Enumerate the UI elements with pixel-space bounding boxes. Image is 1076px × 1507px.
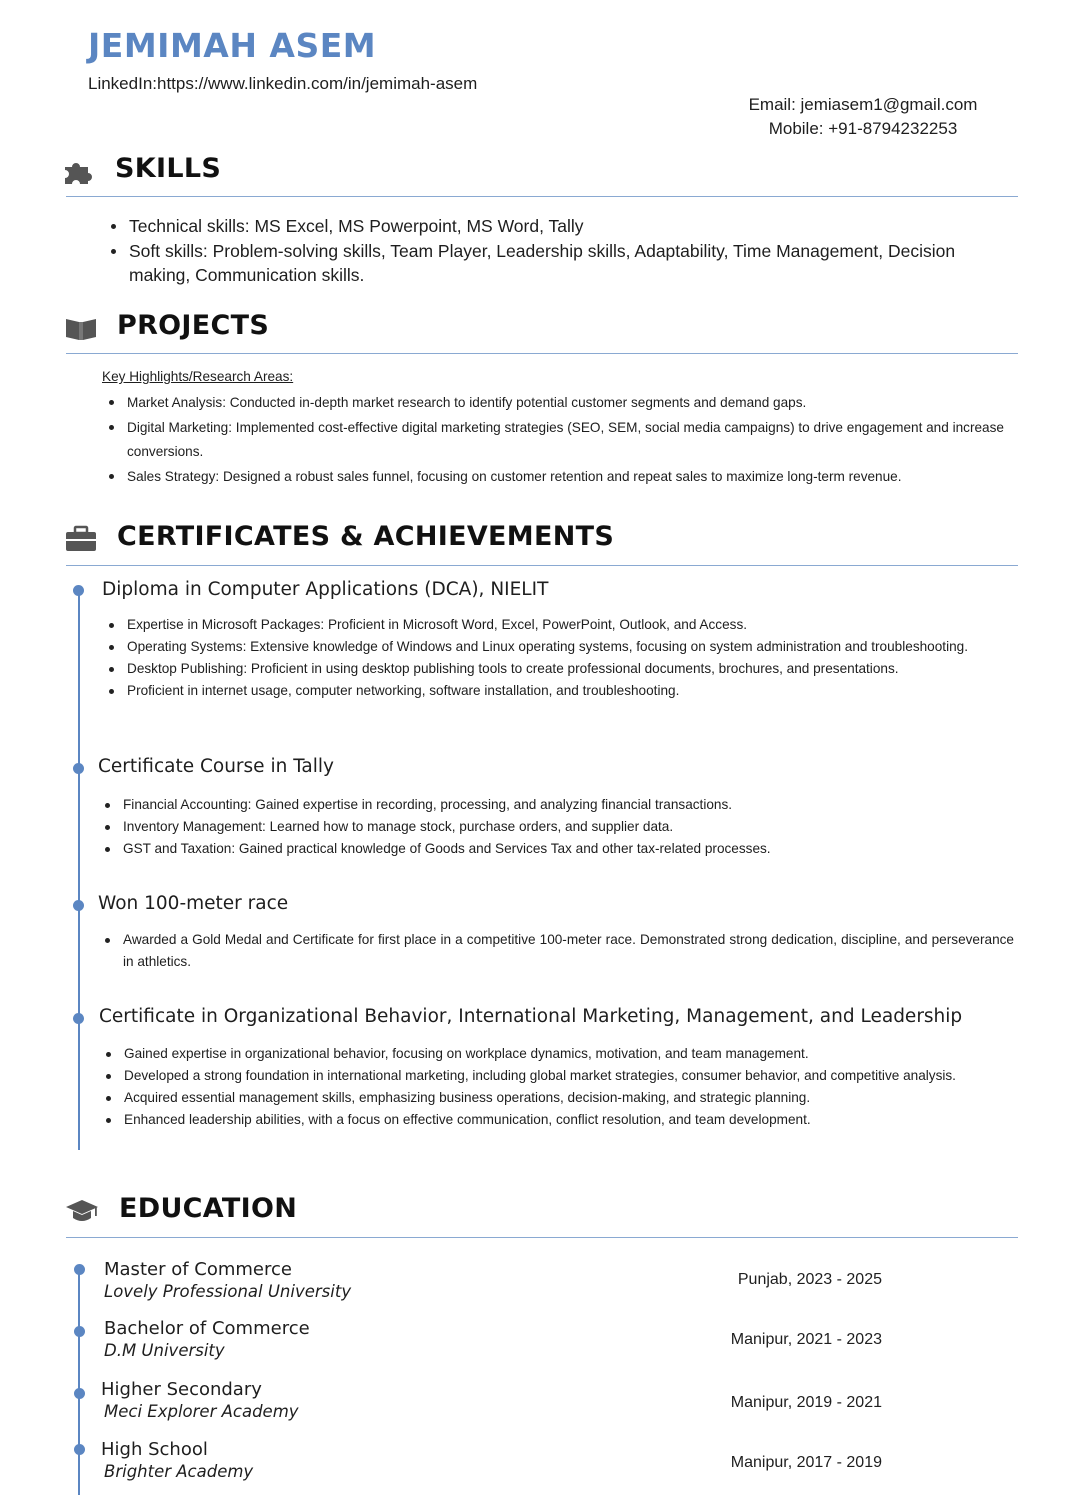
list-item: Financial Accounting: Gained expertise in recording, processing, and analyzing financial transactions. [98, 794, 1014, 816]
timeline-dot [74, 1264, 85, 1275]
certificates-heading: CERTIFICATES & ACHIEVEMENTS [117, 521, 615, 552]
certificates-timeline [78, 590, 80, 1150]
education-school: Meci Explorer Academy [104, 1402, 299, 1421]
certificate-details [102, 614, 1018, 702]
list-item: Operating Systems: Extensive knowledge of Windows and Linux operating systems, focusing on system administration and troubleshooting. [102, 636, 1018, 658]
education-divider [66, 1237, 1018, 1238]
list-item: Expertise in Microsoft Packages: Proficient in Microsoft Word, Excel, PowerPoint, Outlook, and Access. [102, 614, 1018, 636]
education-location-dates: Manipur, 2019 - 2021 [730, 1394, 882, 1411]
education-degree: High School [101, 1439, 208, 1460]
certificate-title: Won 100-meter race [98, 893, 289, 914]
list-item: GST and Taxation: Gained practical knowledge of Goods and Services Tax and other tax-related processes. [98, 838, 1014, 860]
education-school: Brighter Academy [104, 1462, 254, 1481]
certificate-title: Certificate in Organizational Behavior, International Marketing, Management, and Leadership [99, 1006, 963, 1027]
timeline-dot [73, 900, 84, 911]
timeline-dot [74, 1326, 85, 1337]
projects-list [102, 391, 1020, 489]
education-school: Lovely Professional University [104, 1282, 352, 1301]
timeline-dot [73, 1013, 84, 1024]
timeline-dot [73, 585, 84, 596]
linkedin-url[interactable]: LinkedIn:https://www.linkedin.com/in/jemimah-asem [88, 74, 478, 93]
graduation-cap-icon [65, 1197, 99, 1225]
skills-divider [66, 196, 1018, 197]
certificate-details [98, 794, 1014, 860]
education-timeline [78, 1270, 80, 1495]
list-item: Inventory Management: Learned how to manage stock, purchase orders, and supplier data. [98, 816, 1014, 838]
mobile-number: Mobile: +91-8794232253 [768, 119, 958, 138]
certificates-divider [66, 565, 1018, 566]
list-item: Developed a strong foundation in international marketing, including global market strategies, consumer behavior, and competitive analysis. [99, 1065, 1014, 1087]
list-item: Digital Marketing: Implemented cost-effective digital marketing strategies (SEO, SEM, social media campaigns) to drive engagement and increase conversions. [102, 416, 1020, 465]
email-address[interactable]: Email: jemiasem1@gmail.com [748, 95, 978, 114]
list-item: Soft skills: Problem-solving skills, Team Player, Leadership skills, Adaptability, Time Management, Decision making, Communication skills. [104, 239, 994, 288]
timeline-dot [73, 763, 84, 774]
list-item: Proficient in internet usage, computer networking, software installation, and troubleshooting. [102, 680, 1018, 702]
certificate-details [99, 1043, 1014, 1131]
education-heading: EDUCATION [119, 1193, 298, 1224]
projects-heading: PROJECTS [117, 310, 270, 341]
list-item: Market Analysis: Conducted in-depth market research to identify potential customer segments and demand gaps. [102, 391, 1020, 416]
education-degree: Higher Secondary [101, 1379, 262, 1400]
education-school: D.M University [104, 1341, 225, 1360]
list-item: Acquired essential management skills, emphasizing business operations, decision-making, and strategic planning. [99, 1087, 1014, 1109]
projects-divider [66, 353, 1018, 354]
education-location-dates: Manipur, 2021 - 2023 [730, 1331, 882, 1348]
candidate-name: JEMIMAH ASEM [88, 26, 377, 65]
list-item: Desktop Publishing: Proficient in using desktop publishing tools to create professional documents, brochures, and presentations. [102, 658, 1018, 680]
certificate-title: Diploma in Computer Applications (DCA), NIELIT [102, 579, 549, 600]
list-item: Sales Strategy: Designed a robust sales funnel, focusing on customer retention and repeat sales to maximize long-term revenue. [102, 465, 1020, 490]
education-location-dates: Manipur, 2017 - 2019 [730, 1454, 882, 1471]
certificate-title: Certificate Course in Tally [98, 756, 334, 777]
list-item: Technical skills: MS Excel, MS Powerpoint, MS Word, Tally [104, 214, 994, 239]
puzzle-icon [62, 158, 96, 186]
skills-list [104, 214, 994, 288]
projects-subheading: Key Highlights/Research Areas: [102, 369, 294, 384]
skills-heading: SKILLS [115, 153, 222, 184]
briefcase-icon [64, 525, 98, 553]
certificate-details [98, 929, 1014, 973]
list-item: Enhanced leadership abilities, with a focus on effective communication, conflict resolution, and team development. [99, 1109, 1014, 1131]
list-item: Gained expertise in organizational behavior, focusing on workplace dynamics, motivation, and team management. [99, 1043, 1014, 1065]
education-degree: Master of Commerce [104, 1259, 292, 1280]
book-icon [64, 314, 98, 342]
education-location-dates: Punjab, 2023 - 2025 [737, 1271, 882, 1288]
timeline-dot [74, 1388, 85, 1399]
list-item: Awarded a Gold Medal and Certificate for first place in a competitive 100-meter race. Demonstrated strong dedication, discipline, and perseverance in athletics. [98, 929, 1014, 973]
timeline-dot [74, 1444, 85, 1455]
education-degree: Bachelor of Commerce [104, 1318, 310, 1339]
